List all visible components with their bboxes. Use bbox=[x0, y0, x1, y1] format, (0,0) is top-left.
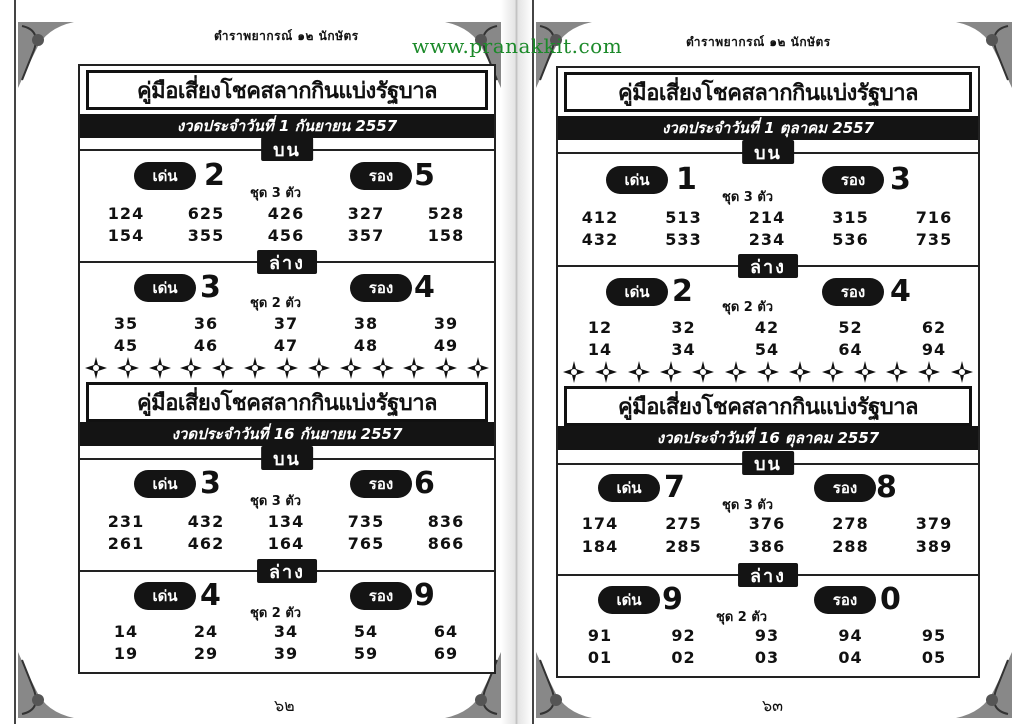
sun-icon bbox=[628, 361, 650, 383]
content-frame bbox=[556, 66, 980, 678]
number: 04 bbox=[838, 648, 863, 667]
second-number: 5 bbox=[414, 158, 435, 193]
number: 386 bbox=[748, 537, 786, 556]
sun-icon bbox=[180, 357, 202, 379]
watermark-link: www.pranakkit.com bbox=[412, 34, 623, 58]
sun-icon bbox=[244, 357, 266, 379]
number: 625 bbox=[187, 204, 225, 223]
number: 866 bbox=[427, 534, 465, 553]
sun-icon bbox=[692, 361, 714, 383]
number: 94 bbox=[921, 340, 947, 359]
number: 432 bbox=[187, 512, 225, 531]
sun-icon bbox=[435, 357, 457, 379]
sun-icon bbox=[886, 361, 908, 383]
number: 379 bbox=[915, 514, 953, 533]
number: 95 bbox=[921, 626, 947, 645]
number: 01 bbox=[587, 648, 613, 667]
set-label: ชุด 2 ตัว bbox=[716, 610, 768, 625]
sun-icon bbox=[951, 361, 973, 383]
draw-section bbox=[80, 70, 494, 356]
section-title: คู่มือเสี่ยงโชคสลากกินแบ่งรัฐบาล bbox=[564, 386, 972, 426]
number: 38 bbox=[353, 314, 379, 333]
page-number: ๖๓ bbox=[762, 696, 784, 715]
number-row bbox=[570, 648, 964, 667]
draw-date-bar: งวดประจำวันที่ 1 ตุลาคม 2557 bbox=[558, 116, 978, 140]
number: 14 bbox=[113, 622, 139, 641]
number: 69 bbox=[433, 644, 459, 663]
number: 34 bbox=[273, 622, 299, 641]
right-page bbox=[532, 0, 1014, 724]
lead-pill: เด่น bbox=[606, 278, 668, 306]
number: 24 bbox=[193, 622, 219, 641]
top-label: บน bbox=[261, 137, 313, 161]
number: 357 bbox=[347, 226, 385, 245]
number: 184 bbox=[581, 537, 619, 556]
set-label: ชุด 3 ตัว bbox=[250, 186, 302, 201]
number: 315 bbox=[832, 208, 869, 227]
sun-icon bbox=[563, 361, 585, 383]
number: 528 bbox=[427, 204, 465, 223]
number-row bbox=[96, 226, 476, 245]
number: 47 bbox=[273, 336, 299, 355]
number: 158 bbox=[427, 226, 465, 245]
number: 36 bbox=[193, 314, 219, 333]
number: 46 bbox=[193, 336, 219, 355]
second-pill: รอง bbox=[814, 474, 876, 502]
number: 214 bbox=[748, 208, 786, 227]
number-row bbox=[96, 336, 476, 355]
lead-number: 1 bbox=[676, 162, 697, 197]
top-label: บน bbox=[742, 451, 794, 475]
number: 426 bbox=[267, 204, 305, 223]
lead-pill: เด่น bbox=[134, 470, 196, 498]
number: 412 bbox=[581, 208, 619, 227]
number-row bbox=[96, 644, 476, 663]
number: 355 bbox=[187, 226, 225, 245]
number: 124 bbox=[107, 204, 145, 223]
number-row bbox=[96, 314, 476, 333]
set-label: ชุด 2 ตัว bbox=[722, 300, 774, 315]
section-title: คู่มือเสี่ยงโชคสลากกินแบ่งรัฐบาล bbox=[86, 382, 488, 422]
sun-icon bbox=[117, 357, 139, 379]
number: 34 bbox=[671, 340, 696, 359]
lead-number: 2 bbox=[672, 274, 693, 309]
second-pill: รอง bbox=[822, 278, 884, 306]
second-pill: รอง bbox=[350, 582, 412, 610]
lead-number: 4 bbox=[200, 578, 221, 613]
number: 48 bbox=[353, 336, 379, 355]
number: 45 bbox=[113, 336, 139, 355]
draw-section bbox=[80, 382, 494, 668]
number-row bbox=[96, 534, 476, 553]
number: 93 bbox=[754, 626, 780, 645]
number: 376 bbox=[748, 514, 786, 533]
corner-ornament-top-left bbox=[16, 20, 76, 90]
sun-icon bbox=[757, 361, 779, 383]
draw-section bbox=[558, 72, 978, 358]
second-number: 4 bbox=[414, 270, 435, 305]
lead-pill: เด่น bbox=[134, 162, 196, 190]
sun-icon bbox=[85, 357, 107, 379]
number: 278 bbox=[832, 514, 869, 533]
set-label: ชุด 3 ตัว bbox=[250, 494, 302, 509]
number: 54 bbox=[353, 622, 379, 641]
second-number: 0 bbox=[880, 582, 901, 617]
number-row bbox=[570, 626, 964, 645]
number-row bbox=[570, 208, 964, 227]
number: 39 bbox=[433, 314, 459, 333]
number-row bbox=[570, 318, 964, 337]
draw-date-bar: งวดประจำวันที่ 16 กันยายน 2557 bbox=[80, 422, 494, 446]
second-number: 6 bbox=[414, 466, 435, 501]
lead-pill: เด่น bbox=[598, 474, 660, 502]
number: 234 bbox=[748, 230, 786, 249]
number: 12 bbox=[587, 318, 613, 337]
number: 35 bbox=[113, 314, 139, 333]
book-gutter bbox=[501, 0, 532, 724]
number: 92 bbox=[671, 626, 696, 645]
number: 134 bbox=[267, 512, 305, 531]
number: 19 bbox=[113, 644, 139, 663]
number: 42 bbox=[754, 318, 780, 337]
number: 59 bbox=[353, 644, 379, 663]
sun-icon bbox=[467, 357, 489, 379]
number: 49 bbox=[433, 336, 459, 355]
bottom-label: ล่าง bbox=[738, 254, 798, 278]
lead-pill: เด่น bbox=[134, 274, 196, 302]
number-row bbox=[96, 512, 476, 531]
number: 513 bbox=[665, 208, 702, 227]
left-page bbox=[14, 0, 503, 724]
sun-icon bbox=[403, 357, 425, 379]
section-title: คู่มือเสี่ยงโชคสลากกินแบ่งรัฐบาล bbox=[86, 70, 488, 110]
sun-icon bbox=[595, 361, 617, 383]
sun-icon bbox=[918, 361, 940, 383]
sun-icon bbox=[660, 361, 682, 383]
page-header: ตำราพยากรณ์ ๑๒ นักษัตร bbox=[214, 29, 359, 43]
sun-icon bbox=[372, 357, 394, 379]
sun-icon bbox=[822, 361, 844, 383]
content-frame bbox=[78, 64, 496, 674]
number: 765 bbox=[347, 534, 385, 553]
second-pill: รอง bbox=[822, 166, 884, 194]
sun-icon bbox=[854, 361, 876, 383]
number: 39 bbox=[273, 644, 299, 663]
number: 54 bbox=[754, 340, 780, 359]
lead-pill: เด่น bbox=[134, 582, 196, 610]
set-label: ชุด 2 ตัว bbox=[250, 296, 302, 311]
lead-number: 7 bbox=[664, 470, 685, 505]
number: 288 bbox=[832, 537, 869, 556]
sun-icon bbox=[340, 357, 362, 379]
set-label: ชุด 2 ตัว bbox=[250, 606, 302, 621]
number: 735 bbox=[915, 230, 953, 249]
lead-pill: เด่น bbox=[598, 586, 660, 614]
sun-icon bbox=[276, 357, 298, 379]
number: 462 bbox=[187, 534, 225, 553]
number: 52 bbox=[838, 318, 863, 337]
second-pill: รอง bbox=[350, 274, 412, 302]
number-row bbox=[96, 204, 476, 223]
second-pill: รอง bbox=[814, 586, 876, 614]
sun-icon bbox=[149, 357, 171, 379]
number: 327 bbox=[347, 204, 385, 223]
lead-number: 2 bbox=[204, 158, 225, 193]
lead-number: 3 bbox=[200, 270, 221, 305]
number: 432 bbox=[581, 230, 619, 249]
second-pill: รอง bbox=[350, 470, 412, 498]
second-number: 8 bbox=[876, 470, 897, 505]
number-row bbox=[570, 537, 964, 556]
sun-ornament-strip bbox=[80, 356, 494, 380]
number: 275 bbox=[665, 514, 702, 533]
number: 154 bbox=[107, 226, 145, 245]
number: 05 bbox=[921, 648, 947, 667]
number: 32 bbox=[671, 318, 696, 337]
lead-pill: เด่น bbox=[606, 166, 668, 194]
draw-section bbox=[558, 386, 978, 672]
number-row bbox=[570, 340, 964, 359]
bottom-label: ล่าง bbox=[257, 250, 317, 274]
number: 37 bbox=[273, 314, 299, 333]
number: 29 bbox=[193, 644, 219, 663]
number: 456 bbox=[267, 226, 305, 245]
number: 03 bbox=[754, 648, 780, 667]
second-number: 3 bbox=[890, 162, 911, 197]
number: 716 bbox=[915, 208, 953, 227]
number: 91 bbox=[587, 626, 613, 645]
draw-date-bar: งวดประจำวันที่ 16 ตุลาคม 2557 bbox=[558, 426, 978, 450]
number: 94 bbox=[838, 626, 863, 645]
second-number: 4 bbox=[890, 274, 911, 309]
draw-date-bar: งวดประจำวันที่ 1 กันยายน 2557 bbox=[80, 114, 494, 138]
number: 836 bbox=[427, 512, 465, 531]
set-label: ชุด 3 ตัว bbox=[722, 498, 774, 513]
second-number: 9 bbox=[414, 578, 435, 613]
second-pill: รอง bbox=[350, 162, 412, 190]
corner-ornament-bottom-left bbox=[16, 650, 76, 720]
number: 164 bbox=[267, 534, 305, 553]
number-row bbox=[96, 622, 476, 641]
number: 174 bbox=[581, 514, 619, 533]
lead-number: 3 bbox=[200, 466, 221, 501]
lead-number: 9 bbox=[662, 582, 683, 617]
sun-icon bbox=[725, 361, 747, 383]
sun-icon bbox=[789, 361, 811, 383]
sun-icon bbox=[308, 357, 330, 379]
top-label: บน bbox=[742, 140, 794, 164]
number: 735 bbox=[347, 512, 385, 531]
page-number: ๖๒ bbox=[274, 696, 295, 715]
number: 285 bbox=[665, 537, 702, 556]
bottom-label: ล่าง bbox=[738, 563, 798, 587]
number: 62 bbox=[921, 318, 947, 337]
bottom-label: ล่าง bbox=[257, 559, 317, 583]
number-row bbox=[570, 230, 964, 249]
number: 536 bbox=[832, 230, 869, 249]
number: 64 bbox=[838, 340, 863, 359]
top-label: บน bbox=[261, 446, 313, 470]
number: 261 bbox=[107, 534, 145, 553]
number: 231 bbox=[107, 512, 145, 531]
page-header: ตำราพยากรณ์ ๑๒ นักษัตร bbox=[686, 35, 831, 49]
number-row bbox=[570, 514, 964, 533]
section-title: คู่มือเสี่ยงโชคสลากกินแบ่งรัฐบาล bbox=[564, 72, 972, 112]
number: 14 bbox=[587, 340, 613, 359]
number: 02 bbox=[671, 648, 696, 667]
number: 64 bbox=[433, 622, 459, 641]
sun-ornament-strip bbox=[558, 360, 978, 384]
sun-icon bbox=[212, 357, 234, 379]
number: 533 bbox=[665, 230, 702, 249]
set-label: ชุด 3 ตัว bbox=[722, 190, 774, 205]
number: 389 bbox=[915, 537, 953, 556]
